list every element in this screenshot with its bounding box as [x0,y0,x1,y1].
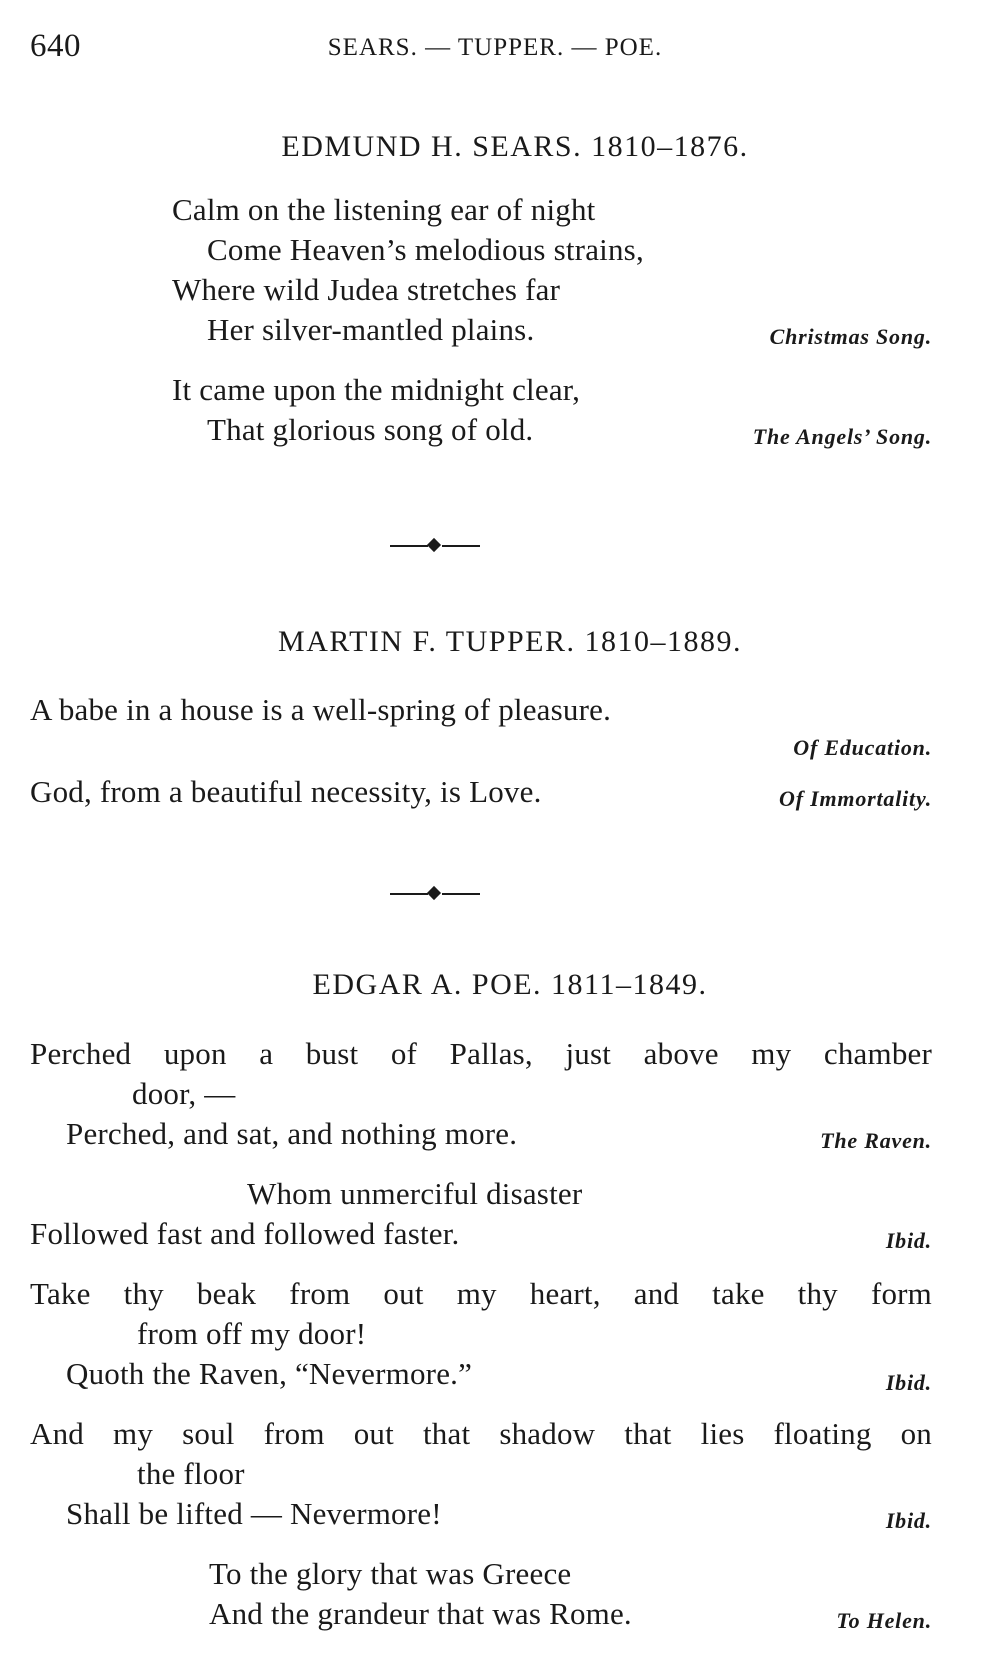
page-number: 640 [30,28,81,64]
verse-line: Perched, and sat, and nothing more. [66,1116,518,1151]
citation: Christmas Song. [769,324,932,349]
citation: Ibid. [885,1508,932,1533]
verse-line: door, — [132,1076,236,1111]
running-title: SEARS. — TUPPER. — POE. [327,34,663,61]
citation: The Angels’ Song. [752,424,932,449]
verse-line: Whom unmerciful disaster [247,1176,583,1211]
section-divider-ornament [390,536,480,556]
verse-line: Her silver-mantled plains. [207,312,535,347]
verse-line: Quoth the Raven, “Nevermore.” [66,1356,473,1391]
running-head [30,22,940,72]
verse-line: Where wild Judea stretches far [172,272,561,307]
section-heading-poe: EDGAR A. POE. 1811–1849. [312,968,708,1001]
citation: Ibid. [885,1228,932,1253]
verse-line: And my soul from out that shadow that lies floating on [30,1416,932,1451]
section-divider-ornament [390,884,480,904]
citation: Of Education. [793,735,932,760]
verse-line: the floor [137,1456,245,1491]
verse-line: Shall be lifted — Nevermore! [66,1496,442,1531]
citation: To Helen. [836,1608,932,1633]
verse-line: Come Heaven’s melodious strains, [207,232,644,267]
citation: The Raven. [820,1128,932,1153]
verse-line: Perched upon a bust of Pallas, just above my chamber [30,1036,932,1071]
prose-line: God, from a beautiful necessity, is Love. [30,774,542,809]
verse-line: Take thy beak from out my heart, and take thy form [30,1276,932,1311]
verse-line: from off my door! [137,1316,367,1351]
citation: Of Immortality. [779,786,932,811]
section-heading-tupper: MARTIN F. TUPPER. 1810–1889. [278,625,742,658]
section-heading-sears: EDMUND H. SEARS. 1810–1876. [281,130,749,163]
verse-line: To the glory that was Greece [209,1556,572,1591]
verse-line: It came upon the midnight clear, [172,372,581,407]
verse-line: And the grandeur that was Rome. [209,1596,632,1631]
verse-line: Followed fast and followed faster. [30,1216,460,1251]
verse-line: Calm on the listening ear of night [172,192,596,227]
citation: Ibid. [885,1370,932,1395]
verse-line: That glorious song of old. [207,412,534,447]
prose-line: A babe in a house is a well-spring of pleasure. [30,692,612,727]
